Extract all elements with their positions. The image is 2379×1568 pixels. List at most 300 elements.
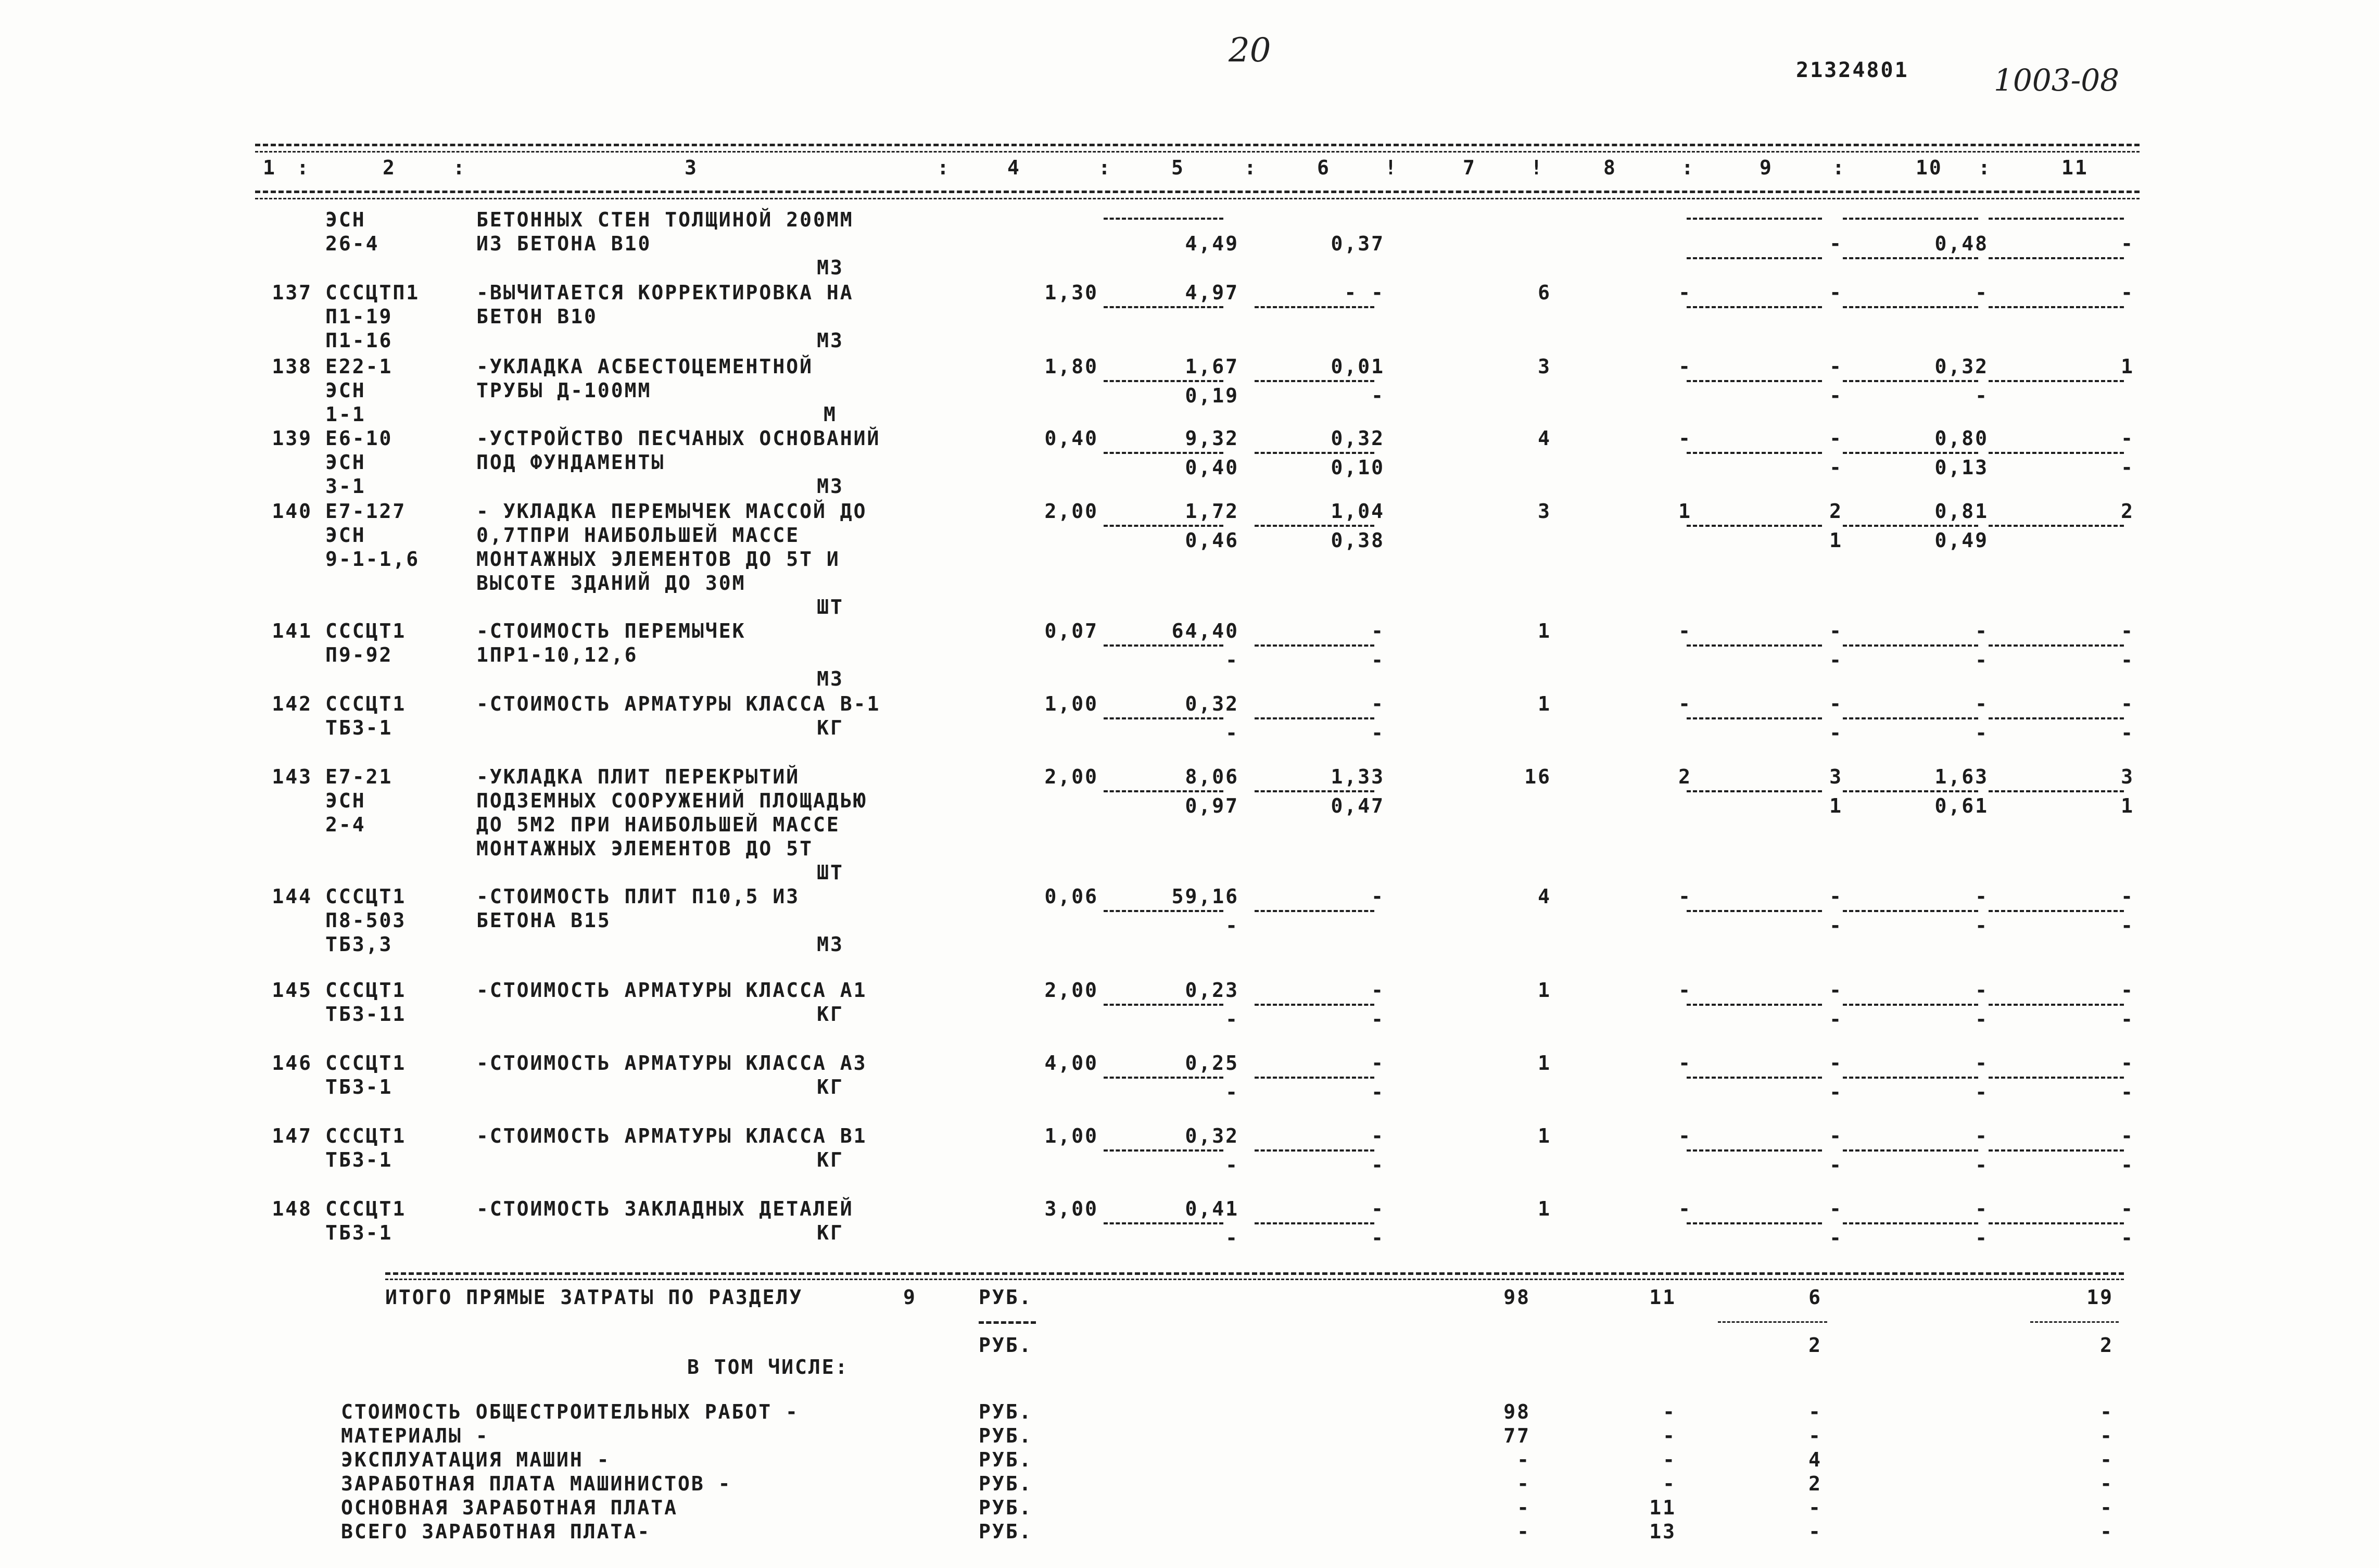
including-col7: - [1517,1520,1530,1543]
row-code: 3-1 [325,475,366,498]
row-code: ЭСН [325,524,366,547]
row-sub9: 1 [1829,794,1843,817]
row-number: 145 [272,979,312,1002]
row-c8: - [1678,619,1692,642]
row-rule-5 [1104,380,1223,382]
row-c6: - [1371,885,1385,908]
row-sub10: 0,49 [1934,529,1989,552]
row-code: СССЦТП1 [325,281,420,304]
row-code: СССЦТ1 [325,1052,407,1074]
header-col-8: 6 [1317,156,1331,179]
including-label: ЗАРАБОТНАЯ ПЛАТА МАШИНИСТОВ - [341,1472,732,1495]
including-col9: - [1808,1424,1822,1447]
row-rule-6 [1255,525,1374,527]
row-code: Е6-10 [325,427,393,450]
row-quantity: 1,00 [1044,692,1098,715]
row-rule-9 [1687,717,1822,719]
row-c6: - [1371,692,1385,715]
row-rule-6 [1255,306,1374,308]
row-rule-9 [1687,1004,1822,1006]
totals-section: 9 [903,1286,917,1309]
totals-top-rule [385,1272,2124,1275]
row-rule-9 [1687,380,1822,382]
row-rule-9 [1687,525,1822,527]
row-c11: 1 [2121,355,2134,378]
row-c11: - [2121,619,2134,642]
row-code: ЭСН [325,451,366,474]
row-c5: 0,41 [1185,1197,1239,1220]
row-c10: 0,81 [1934,500,1989,523]
row-rule-11 [1989,790,2124,792]
including-col9: - [1808,1400,1822,1423]
header-col-15: : [1832,156,1846,179]
row-rule-6 [1255,452,1374,454]
row-sub5: - [1225,649,1239,672]
row-c9: - [1829,1197,1843,1220]
row-rule-9 [1687,257,1822,259]
including-col8: 13 [1649,1520,1676,1543]
including-col7: 98 [1503,1400,1530,1423]
row-sub5: 0,46 [1185,529,1239,552]
including-unit: РУБ. [979,1448,1033,1471]
row-c11: - [2121,692,2134,715]
row-sub9: - [1829,456,1843,479]
row-rule-top-5 [1104,218,1223,220]
row-description: - УКЛАДКА ПЕРЕМЫЧЕК МАССОЙ ДО [476,500,867,523]
row-description: -СТОИМОСТЬ ПЛИТ П10,5 ИЗ [476,885,800,908]
including-col11: - [2100,1496,2114,1519]
row-sub6: - [1371,384,1385,407]
row-sub10: - [1975,722,1989,744]
row-rule-10 [1843,452,1978,454]
row-code: П1-16 [325,329,393,352]
row-quantity: 1,30 [1044,281,1098,304]
including-col11: - [2100,1472,2114,1495]
including-col8: 11 [1649,1496,1676,1519]
row-c6: 1,04 [1331,500,1385,523]
row-rule-11 [1989,380,2124,382]
row-rule-6 [1255,1149,1374,1152]
row-rule-top-11 [1989,218,2124,220]
including-col11: - [2100,1424,2114,1447]
including-unit: РУБ. [979,1424,1033,1447]
row-rule-5 [1104,306,1223,308]
row-sub6: - [1371,1226,1385,1249]
header-col-5: : [1098,156,1112,179]
row-rule-11 [1989,717,2124,719]
row-c6: - [1371,1052,1385,1074]
totals-label: ИТОГО ПРЯМЫЕ ЗАТРАТЫ ПО РАЗДЕЛУ [385,1286,803,1309]
including-col11: - [2100,1400,2114,1423]
header-separators: : [453,156,466,179]
row-rule-11 [1989,910,2124,912]
row-number: 141 [272,619,312,642]
row-c5: 8,06 [1185,765,1239,788]
totals-unit-underline [979,1321,1036,1324]
row-c5: 1,67 [1185,355,1239,378]
row-rule-10 [1843,1077,1978,1079]
totals-sub-unit: РУБ. [979,1334,1033,1357]
row-rule-9 [1687,644,1822,647]
row-rule-5 [1104,525,1223,527]
row-rule-10 [1843,910,1978,912]
header-col-12: 8 [1603,156,1617,179]
row-c7: 1 [1538,979,1551,1002]
row-c8: - [1678,692,1692,715]
row-description: -ВЫЧИТАЕТСЯ КОРРЕКТИРОВКА НА [476,281,854,304]
row-sub11: - [2121,722,2134,744]
row-code: СССЦТ1 [325,979,407,1002]
row-rule-5 [1104,717,1223,719]
totals-sub-col9: 2 [1808,1334,1822,1357]
document-code: 21324801 [1796,58,1909,82]
row-rule-5 [1104,1149,1223,1152]
row-c10: - [1975,619,1989,642]
including-unit: РУБ. [979,1520,1033,1543]
row-quantity: 2,00 [1044,979,1098,1002]
row-quantity: 0,06 [1044,885,1098,908]
header-col-4: 4 [1007,156,1021,179]
row-c11: - [2121,281,2134,304]
row-code: Е22-1 [325,355,393,378]
row-c6: - [1371,1197,1385,1220]
row-c6: 0,37 [1331,232,1385,255]
row-sub6: - [1371,1008,1385,1031]
row-sub10: - [1975,1081,1989,1104]
row-rule-11 [1989,1149,2124,1152]
row-c9: - [1829,281,1843,304]
including-col7: 77 [1503,1424,1530,1447]
row-c10: - [1975,692,1989,715]
row-description: МОНТАЖНЫХ ЭЛЕМЕНТОВ ДО 5Т [476,837,813,860]
row-rule-11 [1989,1222,2124,1224]
row-code: СССЦТ1 [325,1197,407,1220]
row-number: 142 [272,692,312,715]
row-c5: 1,72 [1185,500,1239,523]
row-c10: - [1975,1197,1989,1220]
row-sub6: 0,38 [1331,529,1385,552]
row-rule-top-10 [1843,218,1978,220]
row-rule-10 [1843,1222,1978,1224]
row-code: Е7-21 [325,765,393,788]
row-code: 1-1 [325,403,366,426]
row-c7: 16 [1524,765,1551,788]
row-rule-10 [1843,380,1978,382]
row-description: ВЫСОТЕ ЗДАНИЙ ДО 30М [476,572,746,595]
row-description: ТРУБЫ Д-100ММ [476,379,652,402]
row-sub10: - [1975,1008,1989,1031]
row-sub5: - [1225,1154,1239,1177]
row-quantity: 1,80 [1044,355,1098,378]
row-unit: М3 [817,667,844,690]
row-sub5: - [1225,1081,1239,1104]
row-c6: - - [1344,281,1385,304]
totals-col8: 11 [1649,1286,1676,1309]
row-c5: 9,32 [1185,427,1239,450]
row-rule-11 [1989,525,2124,527]
row-c11: - [2121,979,2134,1002]
including-col7: - [1517,1448,1530,1471]
row-rule-5 [1104,644,1223,647]
including-title: В ТОМ ЧИСЛЕ: [687,1356,849,1379]
row-unit: М3 [817,329,844,352]
row-unit: М3 [817,933,844,956]
row-code: ТБ3-11 [325,1003,407,1026]
row-rule-10 [1843,257,1978,259]
row-code: ТБ3-1 [325,1148,393,1171]
row-sub11: - [2121,1008,2134,1031]
row-sub11: - [2121,649,2134,672]
including-col7: - [1517,1472,1530,1495]
header-top-rule [255,144,2140,146]
row-code: СССЦТ1 [325,1124,407,1147]
row-c5: 0,23 [1185,979,1239,1002]
row-code: ЭСН [325,379,366,402]
row-rule-5 [1104,910,1223,912]
row-c9: - [1829,885,1843,908]
row-c8: - [1678,1052,1692,1074]
row-code: П1-19 [325,305,393,328]
row-unit: М [824,403,837,426]
including-unit: РУБ. [979,1472,1033,1495]
row-rule-10 [1843,1149,1978,1152]
totals-col11: 19 [2086,1286,2114,1309]
row-rule-9 [1687,790,1822,792]
row-c9: - [1829,427,1843,450]
including-col9: - [1808,1496,1822,1519]
row-c7: 1 [1538,619,1551,642]
including-col7: - [1517,1496,1530,1519]
document-reference: 1003-08 [1994,62,2120,98]
row-c9: - [1829,619,1843,642]
row-c7: 1 [1538,1197,1551,1220]
row-number: 146 [272,1052,312,1074]
row-c9: 2 [1829,500,1843,523]
row-rule-6 [1255,380,1374,382]
row-unit: М3 [817,256,844,279]
row-c11: - [2121,1124,2134,1147]
row-c8: - [1678,885,1692,908]
row-quantity: 1,00 [1044,1124,1098,1147]
header-col-2: 3 [685,156,698,179]
row-c10: - [1975,281,1989,304]
row-c5: 59,16 [1171,885,1239,908]
row-description: -СТОИМОСТЬ ЗАКЛАДНЫХ ДЕТАЛЕЙ [476,1197,854,1220]
including-label: ОСНОВНАЯ ЗАРАБОТНАЯ ПЛАТА [341,1496,678,1519]
row-unit: ШТ [817,596,844,618]
row-c7: 4 [1538,427,1551,450]
header-col-14: 9 [1760,156,1773,179]
row-c9: - [1829,979,1843,1002]
row-description: ДО 5М2 ПРИ НАИБОЛЬШЕЙ МАССЕ [476,813,840,836]
row-c11: - [2121,232,2134,255]
totals-col9-underline [1718,1321,1827,1323]
row-rule-11 [1989,644,2124,647]
including-unit: РУБ. [979,1400,1033,1423]
row-c7: 3 [1538,355,1551,378]
row-description: -СТОИМОСТЬ ПЕРЕМЫЧЕК [476,619,746,642]
row-c5: 64,40 [1171,619,1239,642]
row-sub5: - [1225,722,1239,744]
row-description: -СТОИМОСТЬ АРМАТУРЫ КЛАССА А1 [476,979,867,1002]
row-c7: 1 [1538,1124,1551,1147]
row-description: ПОДЗЕМНЫХ СООРУЖЕНИЙ ПЛОЩАДЬЮ [476,789,867,812]
row-c5: 0,32 [1185,1124,1239,1147]
row-sub10: - [1975,649,1989,672]
row-c8: - [1678,281,1692,304]
row-c11: - [2121,885,2134,908]
row-code: ТБ3-1 [325,1076,393,1098]
row-rule-11 [1989,1004,2124,1006]
row-description: -СТОИМОСТЬ АРМАТУРЫ КЛАССА В-1 [476,692,881,715]
row-unit: КГ [817,1003,844,1026]
row-code: 2-4 [325,813,366,836]
row-c8: - [1678,1124,1692,1147]
row-code: 9-1-1,6 [325,548,420,571]
row-c7: 4 [1538,885,1551,908]
row-c6: - [1371,619,1385,642]
row-sub11: - [2121,1154,2134,1177]
row-c8: - [1678,427,1692,450]
header-top-rule-2 [255,151,2140,153]
row-sub10: 0,13 [1934,456,1989,479]
row-quantity: 4,00 [1044,1052,1098,1074]
row-sub10: - [1975,1154,1989,1177]
row-quantity: 0,40 [1044,427,1098,450]
including-col8: - [1663,1424,1676,1447]
row-rule-11 [1989,306,2124,308]
row-unit: КГ [817,1221,844,1244]
row-c11: - [2121,1197,2134,1220]
row-sub9: 1 [1829,529,1843,552]
row-unit: М3 [817,475,844,498]
row-c6: 0,32 [1331,427,1385,450]
row-c9: - [1829,355,1843,378]
row-c9: - [1829,1052,1843,1074]
row-c8: - [1678,979,1692,1002]
row-c10: 0,80 [1934,427,1989,450]
including-col8: - [1663,1472,1676,1495]
row-code: П8-503 [325,909,407,932]
row-description: БЕТОННЫХ СТЕН ТОЛЩИНОЙ 200ММ [476,208,854,231]
row-sub11: - [2121,1081,2134,1104]
row-number: 148 [272,1197,312,1220]
row-code: ТБ3-1 [325,1221,393,1244]
row-rule-6 [1255,644,1374,647]
row-c11: - [2121,427,2134,450]
row-sub6: - [1371,722,1385,744]
header-col-3: : [937,156,951,179]
row-c6: - [1371,1124,1385,1147]
row-c10: 1,63 [1934,765,1989,788]
including-col9: 4 [1808,1448,1822,1471]
row-sub5: 0,97 [1185,794,1239,817]
header-separators: : [297,156,310,179]
row-code: ТБ3,3 [325,933,393,956]
including-col8: - [1663,1400,1676,1423]
row-rule-9 [1687,452,1822,454]
row-c11: - [2121,1052,2134,1074]
including-col11: - [2100,1448,2114,1471]
row-sub6: - [1371,649,1385,672]
row-number: 139 [272,427,312,450]
row-unit: КГ [817,1076,844,1098]
row-rule-11 [1989,452,2124,454]
header-col-1: 2 [383,156,396,179]
row-rule-6 [1255,790,1374,792]
page-number: 20 [1229,31,1271,70]
row-description: -СТОИМОСТЬ АРМАТУРЫ КЛАССА А3 [476,1052,867,1074]
row-number: 143 [272,765,312,788]
row-quantity: 2,00 [1044,765,1098,788]
row-sub5: - [1225,914,1239,937]
row-sub9: - [1829,1081,1843,1104]
row-sub6: - [1371,1154,1385,1177]
row-sub11: - [2121,456,2134,479]
row-sub9: - [1829,1008,1843,1031]
row-sub11: - [2121,1226,2134,1249]
row-number: 144 [272,885,312,908]
header-col-7: : [1244,156,1258,179]
row-rule-5 [1104,1004,1223,1006]
including-col8: - [1663,1448,1676,1471]
including-label: ВСЕГО ЗАРАБОТНАЯ ПЛАТА- [341,1520,651,1543]
row-rule-6 [1255,1004,1374,1006]
row-rule-5 [1104,790,1223,792]
header-col-6: 5 [1171,156,1185,179]
header-col-11: ! [1530,156,1544,179]
including-label: ЭКСПЛУАТАЦИЯ МАШИН - [341,1448,611,1471]
row-rule-top-9 [1687,218,1822,220]
totals-col9: 6 [1808,1286,1822,1309]
row-c6: 1,33 [1331,765,1385,788]
row-c7: 3 [1538,500,1551,523]
row-c7: 6 [1538,281,1551,304]
row-number: 137 [272,281,312,304]
row-c10: 0,48 [1934,232,1989,255]
row-code: 26-4 [325,232,379,255]
row-c9: 3 [1829,765,1843,788]
row-rule-9 [1687,910,1822,912]
row-number: 140 [272,500,312,523]
row-rule-6 [1255,1222,1374,1224]
header-col-10: 7 [1463,156,1476,179]
row-description: -УКЛАДКА ПЛИТ ПЕРЕКРЫТИЙ [476,765,800,788]
row-code: Е7-127 [325,500,407,523]
row-sub11: 1 [2121,794,2134,817]
row-rule-10 [1843,644,1978,647]
row-quantity: 0,07 [1044,619,1098,642]
row-c7: 1 [1538,1052,1551,1074]
header-bottom-rule-2 [255,198,2140,199]
row-sub9: - [1829,1154,1843,1177]
totals-unit: РУБ. [979,1286,1033,1309]
row-description: БЕТОНА В15 [476,909,611,932]
row-sub11: - [2121,914,2134,937]
row-code: П9-92 [325,643,393,666]
row-description: 0,7ТПРИ НАИБОЛЬШЕЙ МАССЕ [476,524,800,547]
row-rule-9 [1687,306,1822,308]
row-sub6: 0,47 [1331,794,1385,817]
row-rule-10 [1843,1004,1978,1006]
row-sub6: 0,10 [1331,456,1385,479]
row-sub10: 0,61 [1934,794,1989,817]
row-rule-5 [1104,1077,1223,1079]
row-c10: - [1975,1124,1989,1147]
row-c11: 3 [2121,765,2134,788]
including-col9: - [1808,1520,1822,1543]
header-col-13: : [1681,156,1695,179]
